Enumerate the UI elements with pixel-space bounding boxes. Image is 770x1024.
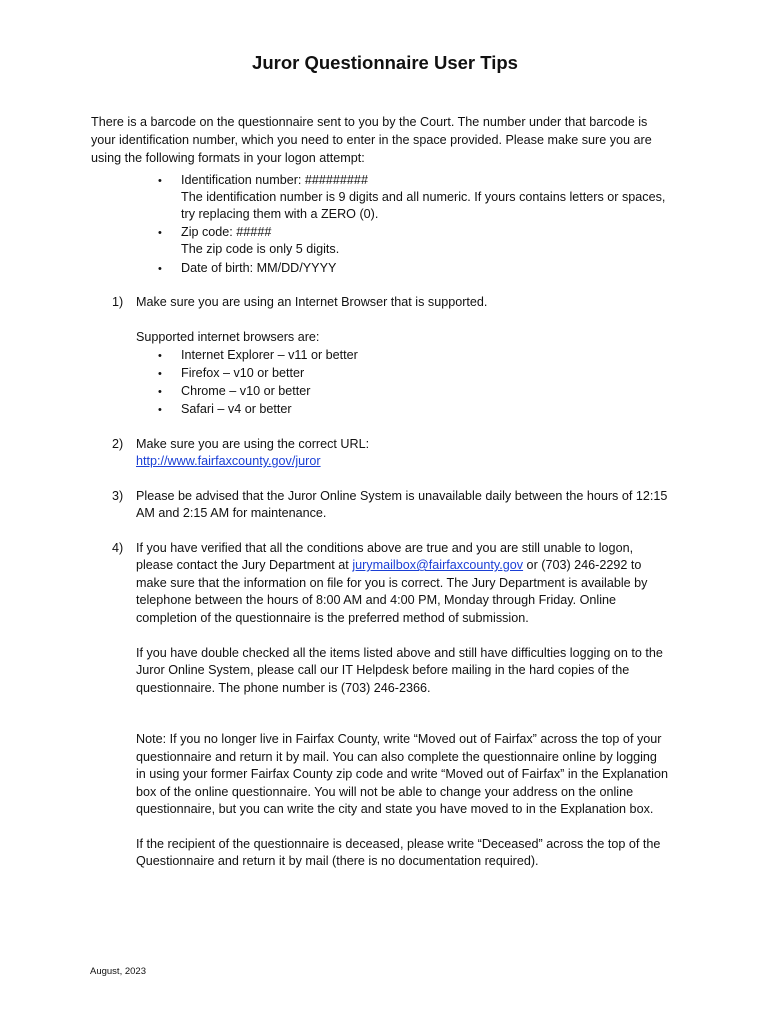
bullet-icon: • xyxy=(158,175,162,187)
bullet-icon: • xyxy=(158,368,162,380)
item3-line: Please be advised that the Juror Online System is unavailable daily between the hours of 12:15 xyxy=(136,489,668,503)
jury-email-link[interactable]: jurymailbox@fairfaxcounty.gov xyxy=(352,558,524,572)
note-line: questionnaire, but you can write the city and state you have moved to in the Explanation box. xyxy=(136,802,654,816)
page-title: Juror Questionnaire User Tips xyxy=(252,52,518,73)
item4-line: completion of the questionnaire is the preferred method of submission. xyxy=(136,611,529,625)
bullet-icon: • xyxy=(158,386,162,398)
browsers-subhead: Supported internet browsers are: xyxy=(136,330,320,344)
intro-line: your identification number, which you need to enter in the space provided. Please make sure you are xyxy=(91,133,652,147)
helpdesk-line: questionnaire. The phone number is (703) 246-2366. xyxy=(136,681,431,695)
note-line: Note: If you no longer live in Fairfax County, write “Moved out of Fairfax” across the top of your xyxy=(136,732,662,746)
bullet-icon: • xyxy=(158,227,162,239)
bullet-icon: • xyxy=(158,350,162,362)
helpdesk-line: If you have double checked all the items listed above and still have difficulties logging on to the xyxy=(136,646,663,660)
deceased-line: If the recipient of the questionnaire is deceased, please write “Deceased” across the top of the xyxy=(136,837,661,851)
item-number: 1) xyxy=(112,295,124,309)
item4-line: telephone between the hours of 8:00 AM and 4:00 PM, Monday through Friday. Online xyxy=(136,593,617,607)
browser-item: Internet Explorer – v11 or better xyxy=(181,348,358,362)
bullet-icon: • xyxy=(158,263,162,275)
note-line: questionnaire and return it by mail. You can also complete the questionnaire online by logging xyxy=(136,750,657,764)
browser-item: Safari – v4 or better xyxy=(181,402,292,416)
note-line: box of the online questionnaire. You will not be able to change your address on the online xyxy=(136,785,634,799)
bullet-icon: • xyxy=(158,404,162,416)
item4-contact-line xyxy=(136,557,641,575)
item1-text: Make sure you are using an Internet Browser that is supported. xyxy=(136,295,488,309)
deceased-line: Questionnaire and return it by mail (there is no documentation required). xyxy=(136,854,539,868)
helpdesk-line: Juror Online System, please call our IT Helpdesk before mailing in the hard copies of the xyxy=(136,663,630,677)
item-number: 3) xyxy=(112,489,124,503)
browser-item: Firefox – v10 or better xyxy=(181,366,305,380)
format-id-desc: try replacing them with a ZERO (0). xyxy=(181,207,379,221)
format-zip-desc: The zip code is only 5 digits. xyxy=(181,242,340,256)
intro-line: There is a barcode on the questionnaire sent to you by the Court. The number under that barcode is xyxy=(91,115,648,129)
format-dob-label: Date of birth: MM/DD/YYYY xyxy=(181,261,337,275)
browser-item: Chrome – v10 or better xyxy=(181,384,311,398)
format-id-desc: The identification number is 9 digits and all numeric. If yours contains letters or spaces, xyxy=(181,190,666,204)
contact-pre-text: please contact the Jury Department at xyxy=(136,558,353,572)
juror-url-link[interactable]: http://www.fairfaxcounty.gov/juror xyxy=(136,454,321,468)
item3-line: AM and 2:15 AM for maintenance. xyxy=(136,506,327,520)
format-id-label: Identification number: ######### xyxy=(181,173,368,187)
footer-date: August, 2023 xyxy=(90,966,146,977)
item2-text: Make sure you are using the correct URL: xyxy=(136,437,370,451)
note-line: in using your former Fairfax County zip code and write “Moved out of Fairfax” in the Explanation xyxy=(136,767,668,781)
item-number: 4) xyxy=(112,541,124,555)
contact-post-text: or (703) 246-2292 to xyxy=(523,558,642,572)
format-zip-label: Zip code: ##### xyxy=(181,225,272,239)
intro-line: using the following formats in your logon attempt: xyxy=(91,151,365,165)
item4-line: make sure that the information on file for you is correct. The Jury Department is available by xyxy=(136,576,648,590)
item4-line: If you have verified that all the conditions above are true and you are still unable to logon, xyxy=(136,541,634,555)
item-number: 2) xyxy=(112,437,124,451)
